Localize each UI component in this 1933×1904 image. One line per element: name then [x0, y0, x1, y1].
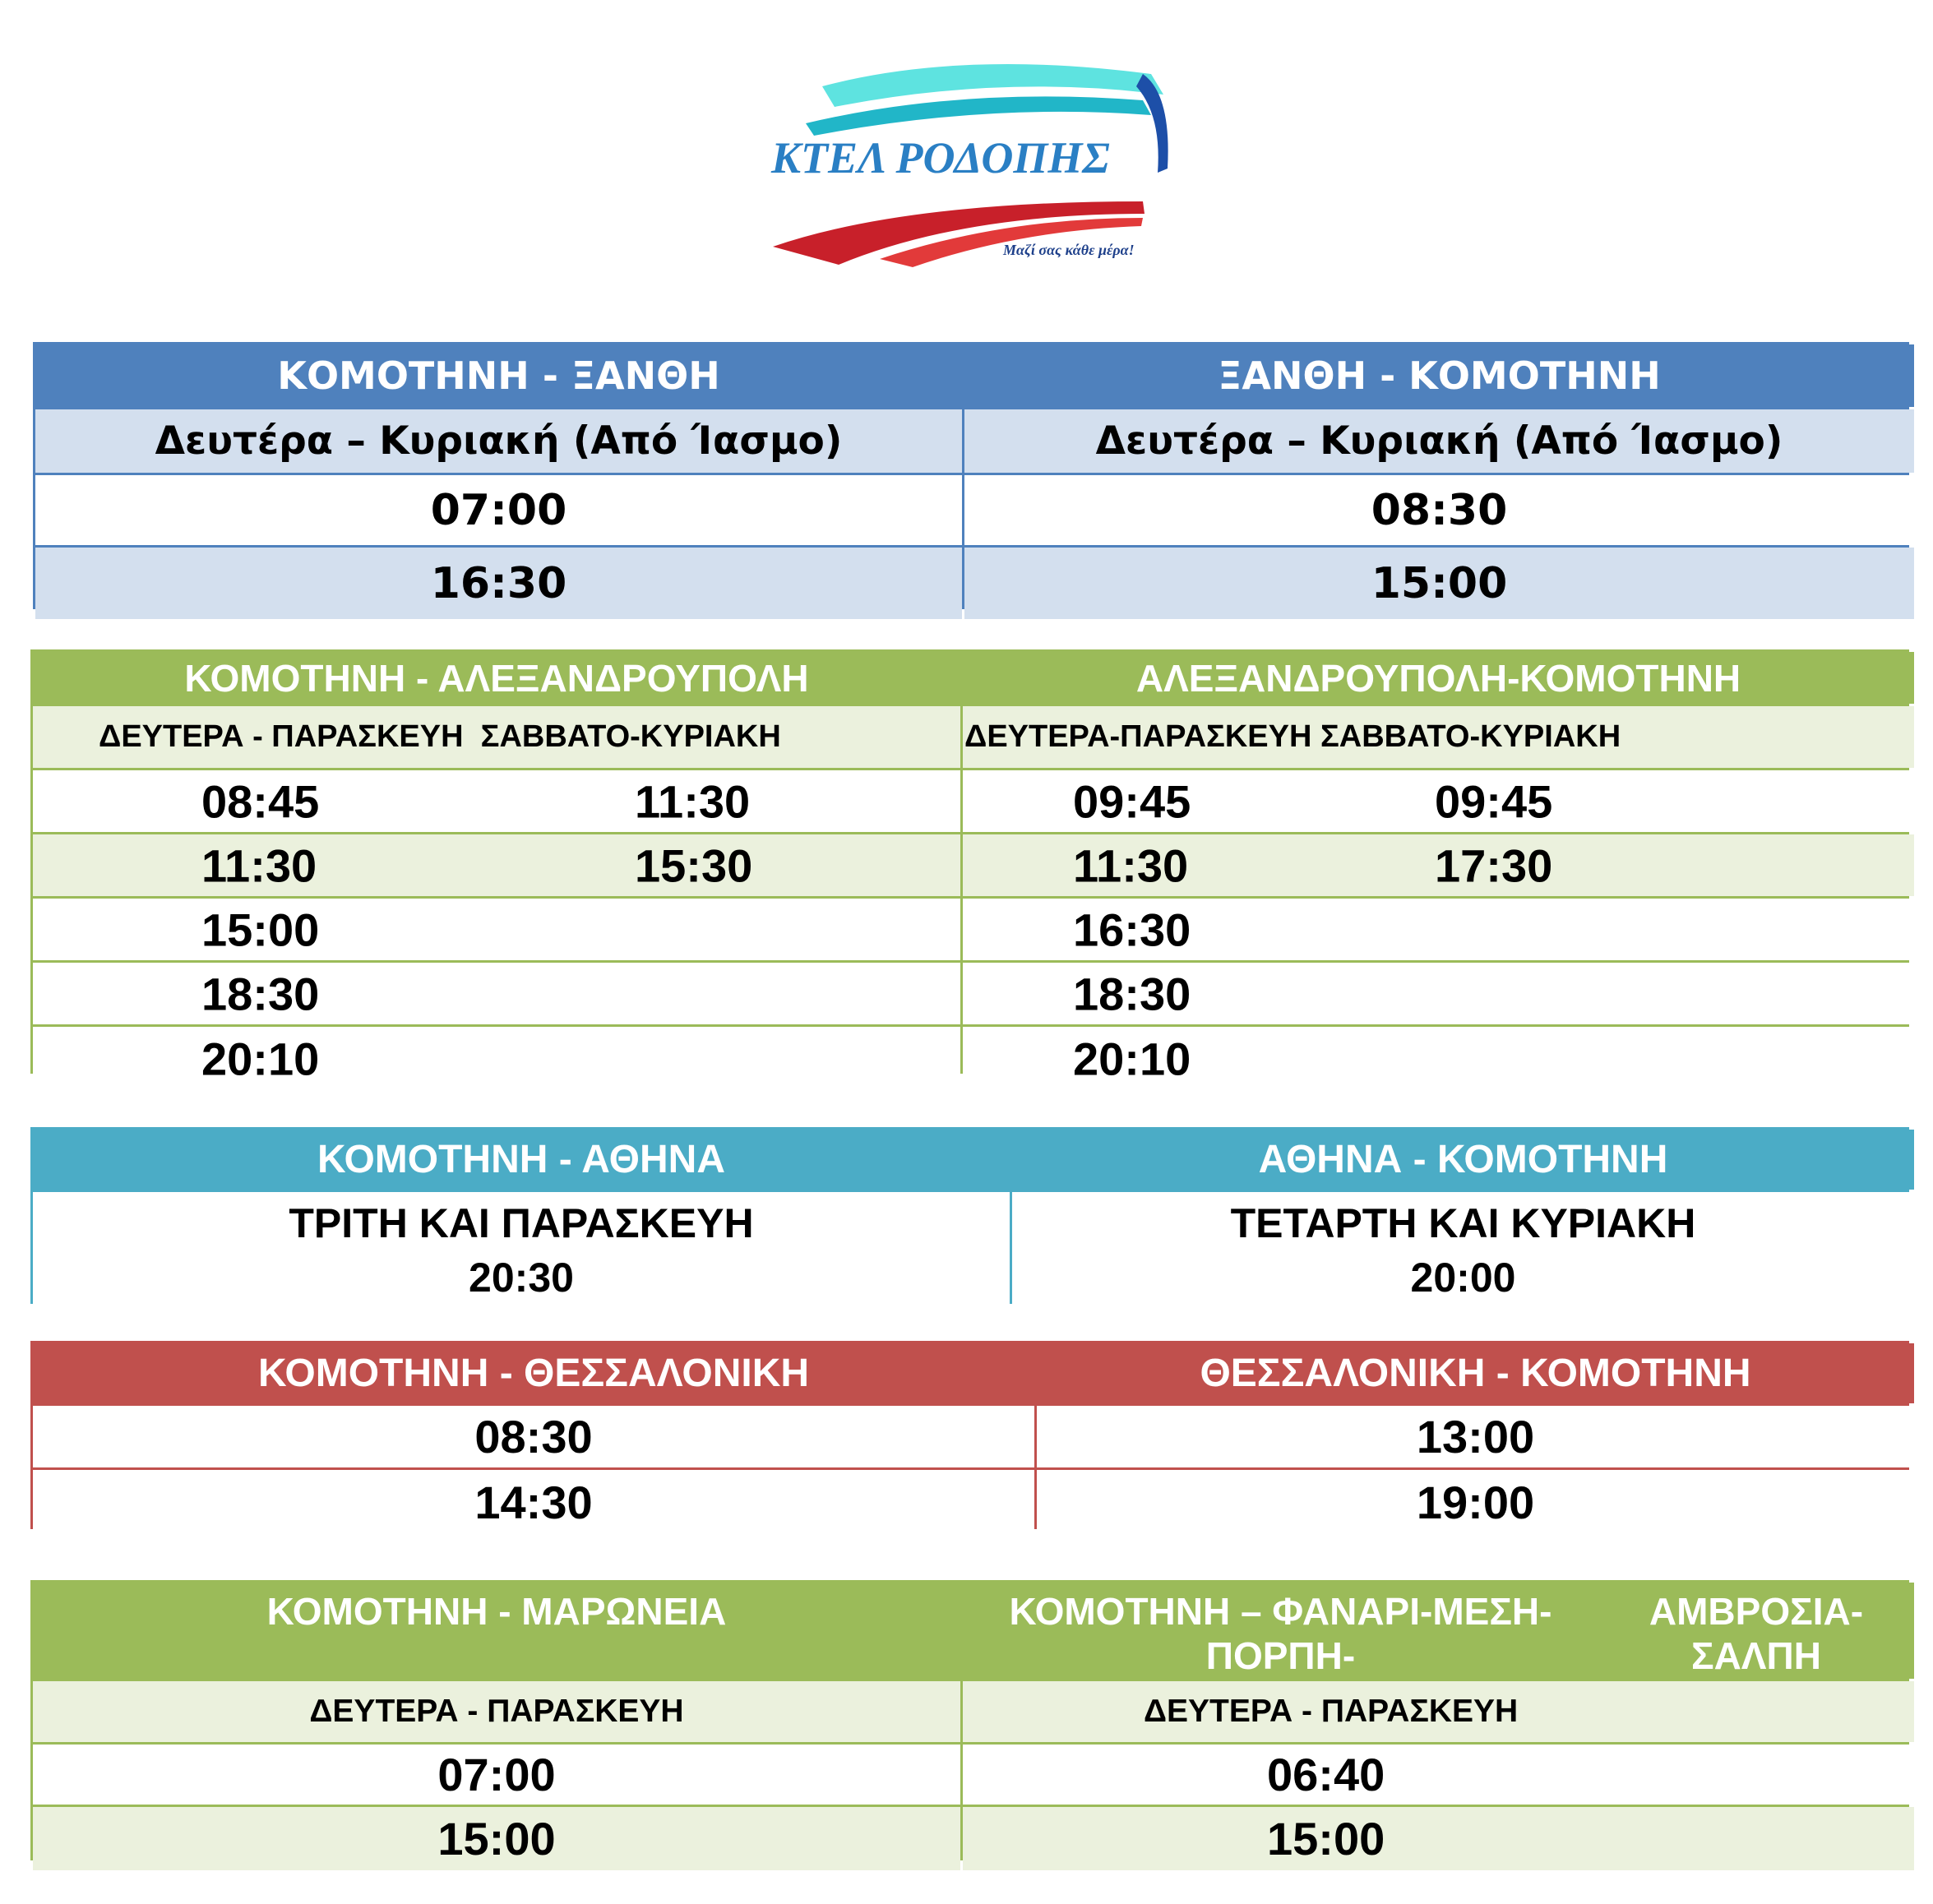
table-row [33, 770, 960, 832]
schedule-cell [1012, 1192, 1914, 1309]
departure-time: 15:00 [201, 903, 320, 955]
komotini-xanthi-table [33, 342, 1909, 609]
route-title-komotini-fanari [963, 1583, 1914, 1679]
departure-time: 15:30 [635, 839, 753, 891]
days-label: ΔΕΥΤΕΡΑ-ΠΑΡΑΣΚΕΥΗ ΣΑΒΒΑΤΟ-ΚΥΡΙΑΚΗ [963, 706, 1914, 768]
departure-time: 15:00 [964, 548, 1914, 619]
departure-time: 15:00 [963, 1807, 1914, 1870]
komotini-athina-table [30, 1127, 1909, 1304]
departure-time: 20:10 [1073, 1033, 1191, 1085]
route-title-komotini-athina: ΚΟΜΟΤΗΝΗ - ΑΘΗΝΑ [33, 1130, 1010, 1190]
table-row [33, 899, 960, 960]
departure-time: 11:30 [635, 775, 751, 827]
departure-time: 16:30 [1073, 903, 1191, 955]
departure-time: 20:00 [1410, 1255, 1516, 1301]
route-title-komotini-maroneia: ΚΟΜΟΤΗΝΗ - ΜΑΡΩΝΕΙΑ [33, 1583, 960, 1679]
route-title-komotini-thessaloniki: ΚΟΜΟΤΗΝΗ - ΘΕΣΣΑΛΟΝΙΚΗ [33, 1343, 1034, 1403]
departure-time: 16:30 [35, 548, 962, 619]
days-label: Δευτέρα – Κυριακή (Από Ίασμο) [35, 409, 962, 473]
table-row [963, 770, 1914, 832]
table-row [963, 899, 1914, 960]
route-title-athina-komotini: ΑΘΗΝΑ - ΚΟΜΟΤΗΝΗ [1012, 1130, 1914, 1190]
days-label: ΔΕΥΤΕΡΑ - ΠΑΡΑΣΚΕΥΗ ΣΑΒΒΑΤΟ-ΚΥΡΙΑΚΗ [33, 706, 960, 768]
departure-time: 09:45 [1435, 775, 1553, 827]
departure-time: 09:45 [1073, 775, 1191, 827]
departure-time: 06:40 [963, 1745, 1914, 1805]
departure-time: 13:00 [1037, 1406, 1914, 1467]
komotini-thessaloniki-table [30, 1341, 1909, 1529]
komotini-alexandroupoli-table [30, 649, 1909, 1085]
table-row [33, 1027, 960, 1091]
route-title-thessaloniki-komotini: ΘΕΣΣΑΛΟΝΙΚΗ - ΚΟΜΟΤΗΝΗ [1037, 1343, 1914, 1403]
departure-time: 20:30 [469, 1255, 574, 1301]
departure-time: 18:30 [1073, 968, 1191, 1019]
table-row [33, 963, 960, 1024]
departure-time: 11:30 [1073, 839, 1189, 891]
table-row [963, 963, 1914, 1024]
table-row [963, 1027, 1914, 1091]
departure-time: 08:30 [964, 475, 1914, 545]
logo-text: ΚΤΕΛ ΡΟΔΟΠΗΣ [771, 133, 1110, 183]
route-title-komotini-xanthi: ΚΟΜΟΤΗΝΗ - ΞΑΝΘΗ [35, 344, 962, 407]
departure-time: 20:10 [201, 1033, 320, 1085]
komotini-maroneia-table [30, 1580, 1909, 1865]
departure-time: 15:00 [33, 1807, 960, 1870]
route-title-line: ΚΟΜΟΤΗΝΗ – ΦΑΝΑΡΙ-ΜΕΣΗ-ΠΟΡΠΗ- [1009, 1590, 1552, 1677]
departure-time: 18:30 [201, 968, 320, 1019]
route-title-komotini-alexandroupoli: ΚΟΜΟΤΗΝΗ - ΑΛΕΞΑΝΔΡΟΥΠΟΛΗ [33, 652, 960, 704]
route-title-alexandroupoli-komotini: ΑΛΕΞΑΝΔΡΟΥΠΟΛΗ-ΚΟΜΟΤΗΝΗ [963, 652, 1914, 704]
table-row [33, 834, 960, 896]
days-label: ΔΕΥΤΕΡΑ - ΠΑΡΑΣΚΕΥΗ [33, 1681, 960, 1742]
departure-time: 11:30 [201, 839, 317, 891]
days-label: ΤΡΙΤΗ ΚΑΙ ΠΑΡΑΣΚΕΥΗ [289, 1200, 754, 1246]
departure-time: 14:30 [33, 1470, 1034, 1534]
departure-time: 17:30 [1435, 839, 1553, 891]
departure-time: 07:00 [33, 1745, 960, 1805]
ktel-logo [756, 49, 1184, 280]
route-title-line: ΑΜΒΡΟΣΙΑ-ΣΑΛΠΗ [1649, 1590, 1864, 1677]
table-row [963, 834, 1914, 896]
route-title-xanthi-komotini: ΞΑΝΘΗ - ΚΟΜΟΤΗΝΗ [964, 344, 1914, 407]
schedule-cell [33, 1192, 1010, 1309]
departure-time: 08:30 [33, 1406, 1034, 1467]
departure-time: 07:00 [35, 475, 962, 545]
days-label: ΤΕΤΑΡΤΗ ΚΑΙ ΚΥΡΙΑΚΗ [1230, 1200, 1696, 1246]
departure-time: 19:00 [1037, 1470, 1914, 1534]
departure-time: 08:45 [201, 775, 320, 827]
days-label: ΔΕΥΤΕΡΑ - ΠΑΡΑΣΚΕΥΗ [963, 1681, 1914, 1742]
logo-slogan: Μαζί σας κάθε μέρα! [1003, 242, 1135, 258]
days-label: Δευτέρα – Κυριακή (Από Ίασμο) [964, 409, 1914, 473]
